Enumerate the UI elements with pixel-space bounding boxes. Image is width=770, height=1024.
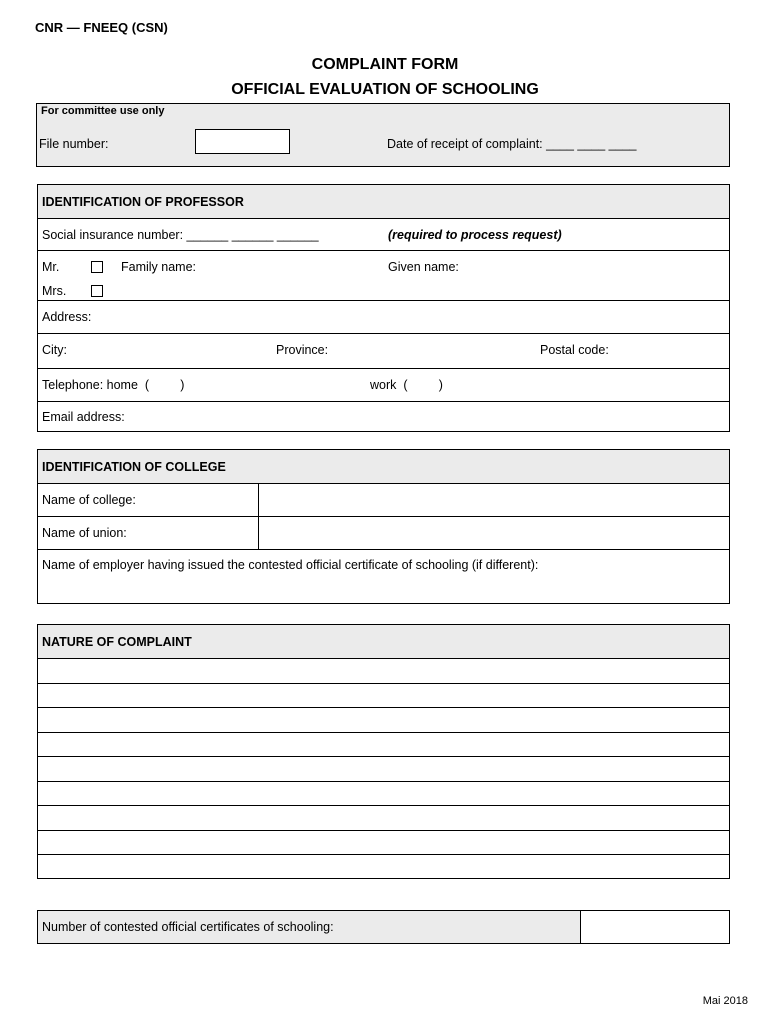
certificate-count-label: Number of contested official certificates of schooling: <box>42 920 334 934</box>
telephone-work-label: work ( ) <box>370 378 443 392</box>
name-row <box>38 250 729 300</box>
telephone-row <box>38 368 729 401</box>
mr-label: Mr. <box>42 260 60 274</box>
college-name-row <box>38 483 729 516</box>
form-subtitle: OFFICIAL EVALUATION OF SCHOOLING <box>231 81 539 98</box>
professor-heading-row <box>38 185 729 218</box>
college-name-label: Name of college: <box>42 493 136 507</box>
complaint-line[interactable] <box>38 854 729 880</box>
complaint-section <box>37 624 730 879</box>
union-name-row <box>38 516 729 549</box>
footer-date: Mai 2018 <box>702 995 748 1007</box>
complaint-line[interactable] <box>38 658 729 683</box>
document-header-code: CNR — FNEEQ (CSN) <box>35 20 168 35</box>
file-number-field[interactable] <box>195 129 290 154</box>
complaint-line[interactable] <box>38 707 729 732</box>
complaint-line[interactable] <box>38 830 729 854</box>
sin-field[interactable]: Social insurance number: ______ ______ ______ <box>42 228 319 242</box>
telephone-home-label: Telephone: home ( ) <box>42 378 185 392</box>
complaint-line[interactable] <box>38 756 729 781</box>
postal-code-label: Postal code: <box>540 343 609 357</box>
form-title: COMPLAINT FORM <box>311 56 459 73</box>
complaint-heading-row <box>38 625 729 658</box>
union-name-label: Name of union: <box>42 526 127 540</box>
complaint-line[interactable] <box>38 732 729 756</box>
date-of-receipt-label: Date of receipt of complaint: ____ ____ ____ <box>387 137 637 151</box>
college-name-field[interactable] <box>259 484 729 516</box>
complaint-heading: NATURE OF COMPLAINT <box>42 635 192 649</box>
certificate-count-section <box>37 910 730 944</box>
certificate-count-field[interactable] <box>580 911 729 943</box>
sin-row <box>38 218 729 250</box>
college-heading-row <box>38 450 729 483</box>
address-row <box>38 300 729 333</box>
address-label: Address: <box>42 310 92 324</box>
college-heading: IDENTIFICATION OF COLLEGE <box>42 460 226 474</box>
given-name-label: Given name: <box>388 260 459 274</box>
complaint-line[interactable] <box>38 683 729 707</box>
complaint-line[interactable] <box>38 805 729 830</box>
mr-checkbox[interactable] <box>91 261 103 273</box>
professor-section <box>37 184 730 432</box>
college-section <box>37 449 730 604</box>
city-label: City: <box>42 343 67 357</box>
province-label: Province: <box>276 343 329 357</box>
sin-required-note: (required to process request) <box>388 228 562 242</box>
file-number-label: File number: <box>39 137 109 151</box>
complaint-line[interactable] <box>38 781 729 805</box>
family-name-label: Family name: <box>121 260 197 274</box>
mrs-checkbox[interactable] <box>91 285 103 297</box>
employer-label: Name of employer having issued the contested official certificate of schooling (if different): <box>42 558 539 572</box>
mrs-label: Mrs. <box>42 284 67 298</box>
union-name-field[interactable] <box>259 517 729 549</box>
email-label: Email address: <box>42 410 125 424</box>
employer-row <box>38 549 729 605</box>
committee-section <box>36 103 730 167</box>
professor-heading: IDENTIFICATION OF PROFESSOR <box>42 195 244 209</box>
email-row <box>38 401 729 433</box>
committee-heading: For committee use only <box>41 105 165 117</box>
city-row <box>38 333 729 368</box>
